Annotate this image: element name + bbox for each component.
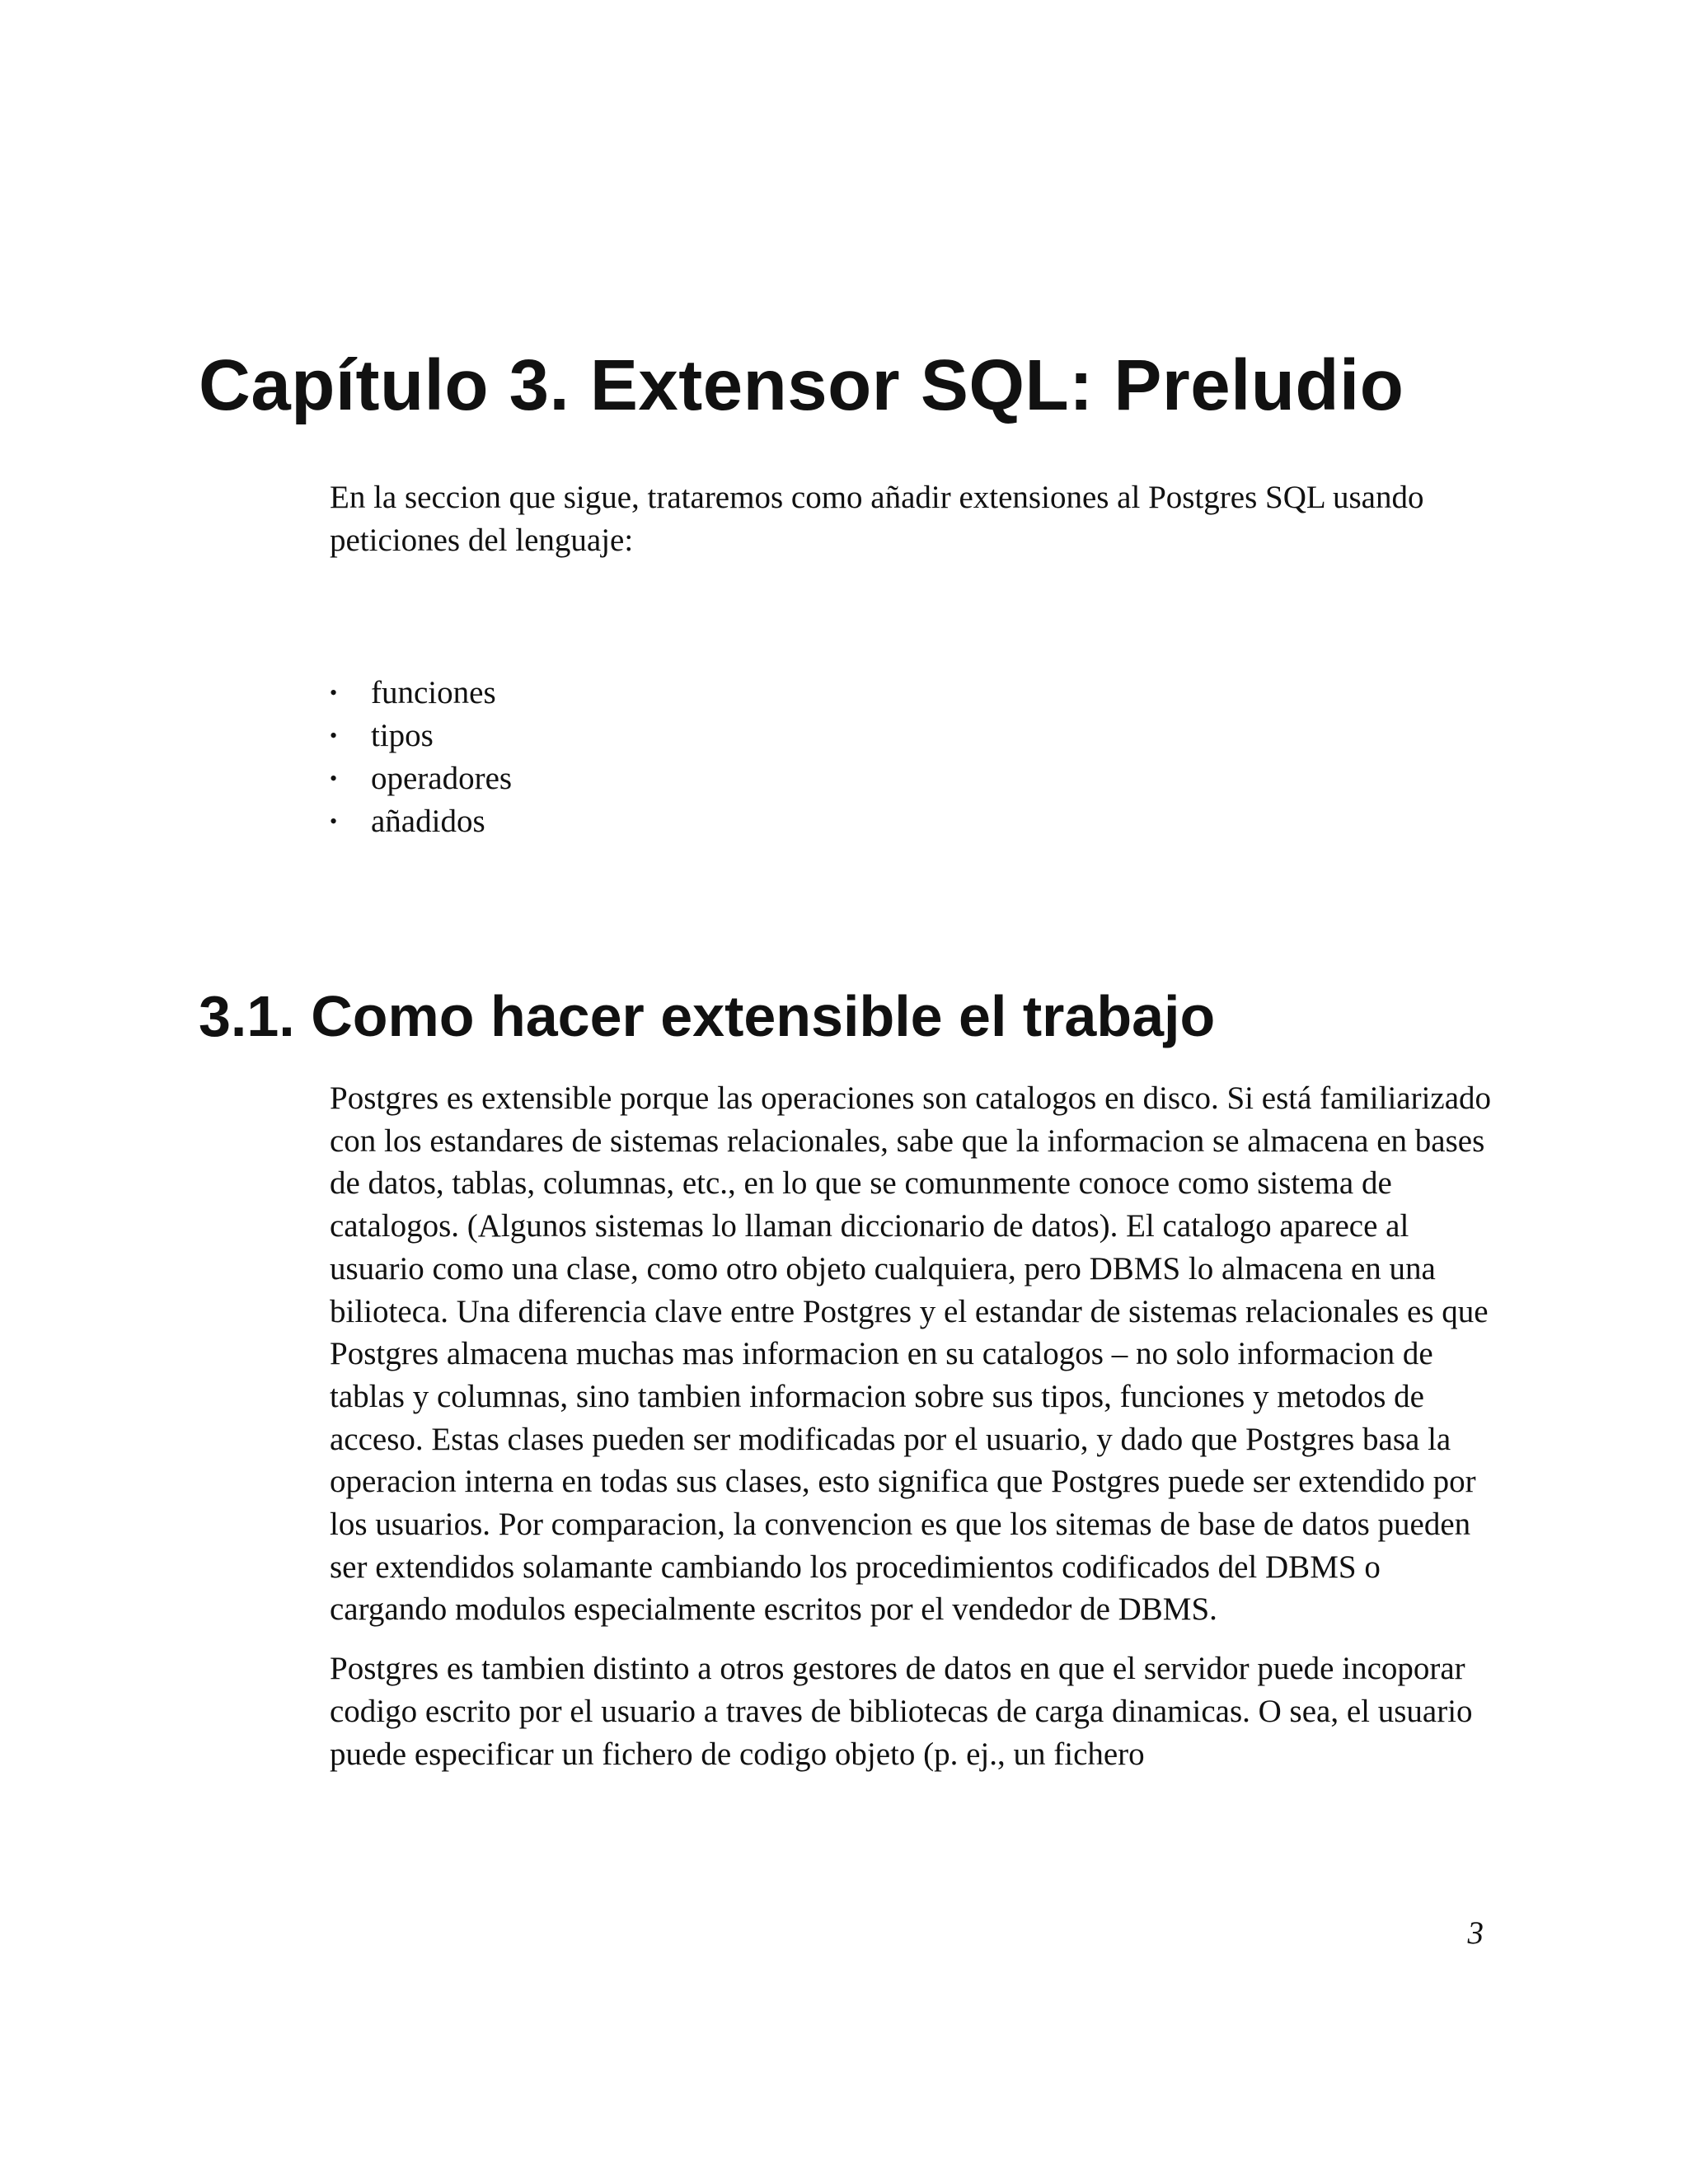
topics-list (330, 672, 512, 843)
chapter-intro: En la seccion que sigue, trataremos como añadir extensiones al Postgres SQL usando peticiones del lenguaje: (330, 480, 1424, 558)
paragraph: Postgres es extensible porque las operaciones son catalogos en disco. Si está familiarizado con los estandares de sistemas relacionales, sabe que la informacion se almacena en bases de datos, tablas, columnas, etc., en lo que se comunmente conoce como sistema de catalogos. (Algunos sistemas lo llaman diccionario de datos). El catalogo aparece al usuario como una clase, como otro objeto cualquiera, pero DBMS lo almacena en una bilioteca. Una diferencia clave entre Postgres y el estandar de sistemas relacionales es que Postgres almacena muchas mas informacion en su catalogos – no solo informacion de tablas y columnas, sino tambien informacion sobre sus tipos, funciones y metodos de acceso. Estas clases pueden ser modificadas por el usuario, y dado que Postgres basa la operacion interna en todas sus clases, esto significa que Postgres puede ser extendido por los usuarios. Por comparacion, la convencion es que los sitemas de base de datos pueden ser extendidos solamante cambiando los procedimientos codificados del DBMS o cargando modulos especialmente escritos por el vendedor de DBMS. (330, 1080, 1492, 1628)
bullet-icon: • (330, 809, 338, 833)
list-item (330, 800, 512, 843)
bullet-icon: • (330, 724, 338, 748)
list-item (330, 757, 512, 800)
list-item (330, 715, 512, 757)
bullet-icon: • (330, 766, 338, 790)
paragraph: Postgres es tambien distinto a otros gestores de datos en que el servidor puede incoporar codigo escrito por el usuario a traves de bibliotecas de carga dinamicas. O sea, el usuario puede especificar un fichero de codigo objeto (p. ej., un fichero (330, 1651, 1473, 1772)
section-body (330, 1077, 1500, 1792)
page-number: 3 (1467, 1915, 1484, 1951)
chapter-title: Capítulo 3. Extensor SQL: Preludio (199, 345, 1404, 425)
list-item (330, 672, 512, 715)
list-item-label: operadores (371, 761, 513, 796)
list-item-label: tipos (371, 718, 434, 753)
list-item-label: funciones (371, 675, 496, 710)
section-title: 3.1. Como hacer extensible el trabajo (199, 984, 1216, 1048)
bullet-icon: • (330, 681, 338, 705)
list-item-label: añadidos (371, 804, 485, 839)
